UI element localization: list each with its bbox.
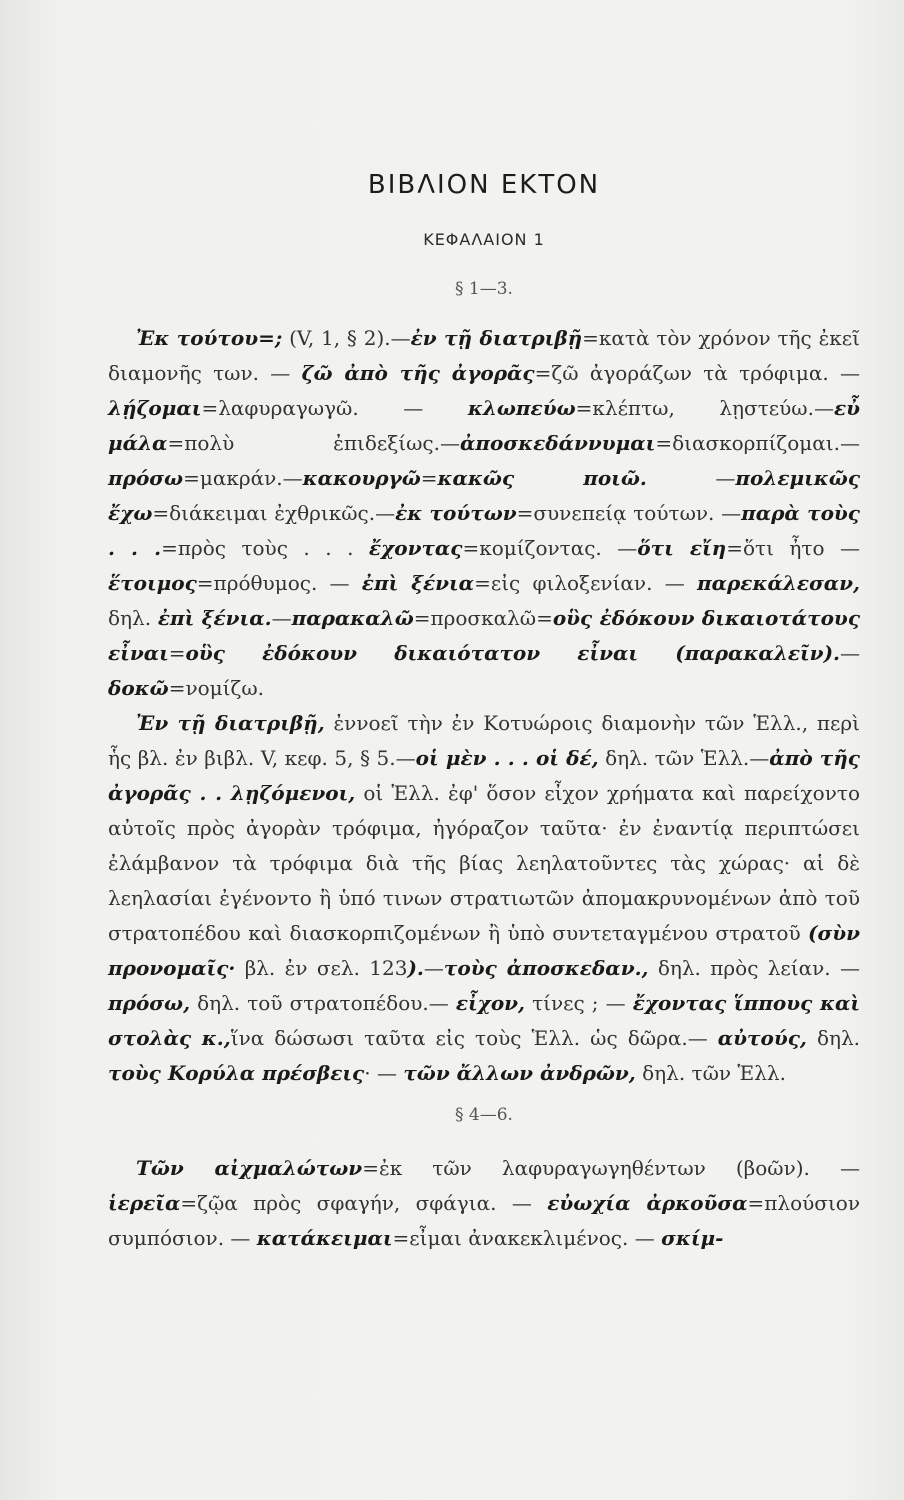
gloss-text: =ζῶ ἀγοράζων τὰ τρόφιμα. — <box>534 361 861 385</box>
lemma-term: Ἐκ τούτου=; <box>136 326 283 350</box>
gloss-text: =κομίζοντας. — <box>462 536 638 560</box>
lemma-term: πολεμικῶς ἔχω <box>108 466 861 525</box>
lemma-term: Τῶν αἰχμαλώτων <box>136 1156 363 1180</box>
gloss-text: =πολὺ ἐπιδεξίως.— <box>167 431 460 455</box>
gloss-text: (V, 1, § 2).— <box>282 326 411 350</box>
gloss-text: ἐννοεῖ τὴν ἐν Κοτυώροις διαμονὴν τῶν Ἑλλ., περὶ ἧς βλ. ἐν βιβλ. V, κεφ. 5, § 5.— <box>108 711 861 770</box>
gloss-text: οἱ Ἑλλ. ἐφ' ὅσον εἶχον χρήματα καὶ παρείχοντο αὐτοῖς πρὸς ἀγορὰν τρόφιμα, ἠγόραζον ταῦτα· ἐν ἐναντίᾳ περιπτώσει ἐλάμβανον τὰ τρόφιμα διὰ τῆς βίας λεηλατοῦντες τὰς χώρας· αἱ δὲ λεηλασίαι ἐγένοντο ἢ ὑπό τινων στρατιωτῶν ἀπομακρυνομένων ἀπὸ τοῦ στρατοπέδου καὶ διασκορπιζομένων ἢ ὑπὸ συντεταγμένου στρατοῦ <box>108 781 860 945</box>
gloss-text: βλ. ἐν σελ. 123 <box>235 956 408 980</box>
lemma-term: οἱ μὲν . . . οἱ δέ, <box>415 746 599 770</box>
commentary-paragraph <box>108 321 860 706</box>
gloss-text: =πρόθυμος. — <box>196 571 362 595</box>
gloss-text: =πλούσιον συμπόσιον. — <box>108 1191 860 1250</box>
page-text-block <box>108 170 860 1256</box>
gloss-text: = <box>168 641 186 665</box>
lemma-term: τοὺς Κορύλα πρέσβεις <box>108 1061 365 1085</box>
lemma-term: οὓς ἐδόκουν δικαιοτάτους εἶναι <box>108 606 860 665</box>
gloss-text: =διάκειμαι ἐχθρικῶς.— <box>152 501 396 525</box>
lemma-term: ζῶ ἀπὸ τῆς ἀγορᾶς <box>301 361 535 385</box>
gloss-text: =εἶμαι ἀνακεκλιμένος. — <box>392 1226 662 1250</box>
lemma-term: κλωπεύω <box>467 396 576 420</box>
lemma-term: ). <box>407 956 424 980</box>
commentary-paragraph <box>108 706 860 1091</box>
section-mark: § 4—6. <box>455 1105 513 1125</box>
lemma-term: ἔχοντας <box>368 536 463 560</box>
gloss-text: =συνεπείᾳ τούτων. — <box>516 501 742 525</box>
lemma-term: παρεκάλεσαν, <box>696 571 860 595</box>
gloss-text: =ἐκ τῶν λαφυραγωγηθέντων (βοῶν). — <box>362 1156 860 1180</box>
lemma-term: δοκῶ <box>108 676 169 700</box>
gloss-text: · — <box>364 1061 404 1085</box>
gloss-text: =προσκαλῶ= <box>413 606 553 630</box>
lemma-term: ἐκ τούτων <box>395 501 517 525</box>
gloss-text: δηλ. <box>806 1026 860 1050</box>
gloss-text: — <box>271 606 292 630</box>
lemma-term: ἐν τῇ διατριβῇ <box>410 326 583 350</box>
lemma-term: ἱερεῖα <box>108 1191 181 1215</box>
lemma-term: ἀποσκεδάννυμαι <box>459 431 656 455</box>
gloss-text: δηλ. πρὸς λείαν. — <box>648 956 860 980</box>
lemma-term: κακῶς ποιῶ. <box>437 466 647 490</box>
commentary-paragraph <box>108 1151 860 1256</box>
gloss-text: =μακράν.— <box>183 466 303 490</box>
lemma-term: ἀπὸ τῆς ἀγορᾶς . . λῃζόμενοι, <box>108 746 860 805</box>
gloss-text: =νομίζω. <box>168 676 265 700</box>
lemma-term: ὅτι εἴη <box>637 536 727 560</box>
lemma-term: κατάκειμαι <box>256 1226 393 1250</box>
section-1 <box>108 279 860 1091</box>
lemma-term: οὓς ἐδόκουν δικαιότατον εἶναι (παρακαλεῖν). <box>185 641 840 665</box>
lemma-term: ἐπὶ ξένια. <box>157 606 272 630</box>
section-2 <box>108 1105 860 1256</box>
lemma-term: εἶχον, <box>455 991 526 1015</box>
gloss-text: =πρὸς τοὺς . . . <box>161 536 369 560</box>
book-title: ΒΙΒΛΙΟΝ ΕΚΤΟΝ <box>367 170 601 200</box>
lemma-term: εὖ μάλα <box>108 396 860 455</box>
lemma-term: εὐωχία ἀρκοῦσα <box>547 1191 748 1215</box>
lemma-term: ἔχοντας ἵππους καὶ στολὰς κ., <box>108 991 861 1050</box>
gloss-text: =λαφυραγωγῶ. — <box>201 396 468 420</box>
gloss-text: =ὅτι ἦτο — <box>726 536 860 560</box>
gloss-text: = <box>420 466 438 490</box>
lemma-term: τοὺς ἀποσκεδαν., <box>443 956 649 980</box>
lemma-term: κακουργῶ <box>302 466 421 490</box>
lemma-term: τῶν ἄλλων ἀνδρῶν, <box>403 1061 636 1085</box>
lemma-term: παρακαλῶ <box>291 606 414 630</box>
gloss-text: — <box>840 641 860 665</box>
lemma-term: (σὺν προνομαῖς· <box>108 921 860 980</box>
gloss-text: δηλ. <box>108 606 158 630</box>
lemma-term: σκίμ- <box>661 1226 724 1250</box>
gloss-text: τίνες ; — <box>525 991 633 1015</box>
lemma-term: αὐτούς, <box>717 1026 807 1050</box>
lemma-term: ἐπὶ ξένια <box>361 571 475 595</box>
lemma-term: ἕτοιμος <box>108 571 197 595</box>
gloss-text: =διασκορπίζομαι.— <box>655 431 860 455</box>
lemma-term: πρόσω <box>108 466 184 490</box>
chapter-title: ΚΕΦΑΛΑΙΟΝ 1 <box>423 230 545 249</box>
lemma-term: Ἐν τῇ διατριβῇ, <box>136 711 325 735</box>
gloss-text: δηλ. τοῦ στρατοπέδου.— <box>190 991 456 1015</box>
gloss-text: =κλέπτω, λῃστεύω.— <box>575 396 834 420</box>
lemma-term: πρόσω, <box>108 991 191 1015</box>
gloss-text: =εἰς φιλοξενίαν. — <box>474 571 697 595</box>
gloss-text: — <box>646 466 736 490</box>
gloss-text: ἵνα δώσωσι ταῦτα εἰς τοὺς Ἑλλ. ὡς δῶρα.— <box>230 1026 718 1050</box>
section-mark: § 1—3. <box>455 279 513 299</box>
gloss-text: =ζῷα πρὸς σφαγήν, σφάγια. — <box>180 1191 548 1215</box>
gloss-text: =κατὰ τὸν χρόνον τῆς ἐκεῖ διαμονῆς των. — <box>108 326 860 385</box>
gloss-text: — <box>423 956 444 980</box>
gloss-text: δηλ. τῶν Ἑλλ. <box>635 1061 786 1085</box>
gloss-text: δηλ. τῶν Ἑλλ.— <box>598 746 770 770</box>
lemma-term: λῄζομαι <box>108 396 202 420</box>
lemma-term: παρὰ τοὺς . . . <box>108 501 860 560</box>
